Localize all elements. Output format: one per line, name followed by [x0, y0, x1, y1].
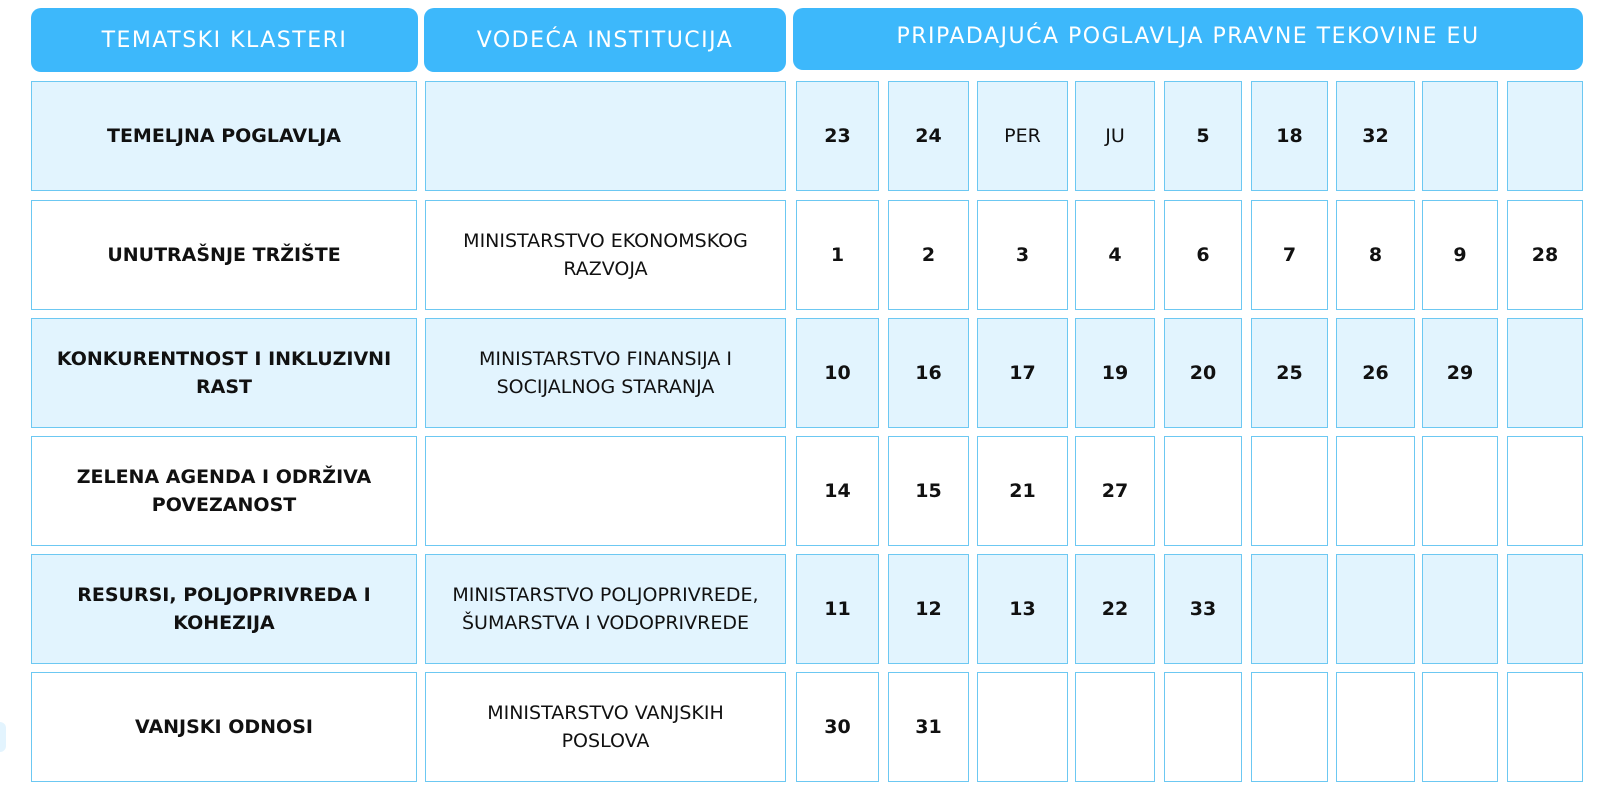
chapter-cell: 22: [1075, 554, 1155, 664]
chapter-cell: 31: [888, 672, 969, 782]
chapter-cell: 8: [1336, 200, 1415, 310]
chapter-cell: [1422, 81, 1498, 191]
chapter-cell: 10: [796, 318, 879, 428]
cluster-cell: TEMELJNA POGLAVLJA: [31, 81, 417, 191]
chapter-cell: [1251, 436, 1328, 546]
chapter-cell: [1336, 672, 1415, 782]
institution-cell: MINISTARSTVO POLJOPRIVREDE, ŠUMARSTVA I VODOPRIVREDE: [425, 554, 786, 664]
decorative-edge-shape: [0, 722, 6, 752]
chapter-cell: 33: [1164, 554, 1242, 664]
chapter-cell: 27: [1075, 436, 1155, 546]
institution-cell: [425, 81, 786, 191]
header-institution: VODEĆA INSTITUCIJA: [424, 8, 786, 72]
institution-cell: MINISTARSTVO VANJSKIH POSLOVA: [425, 672, 786, 782]
cluster-cell: UNUTRAŠNJE TRŽIŠTE: [31, 200, 417, 310]
chapter-cell: 28: [1507, 200, 1583, 310]
chapter-cell: 3: [977, 200, 1068, 310]
chapter-cell: 5: [1164, 81, 1242, 191]
chapter-cell: [1507, 81, 1583, 191]
chapter-cell: 7: [1251, 200, 1328, 310]
chapter-cell: 24: [888, 81, 969, 191]
chapter-cell: 25: [1251, 318, 1328, 428]
header-clusters: TEMATSKI KLASTERI: [31, 8, 418, 72]
chapter-cell: 23: [796, 81, 879, 191]
chapter-cell: [1422, 436, 1498, 546]
cluster-cell: VANJSKI ODNOSI: [31, 672, 417, 782]
chapter-cell: [1336, 554, 1415, 664]
chapter-cell: [1251, 554, 1328, 664]
cluster-cell: KONKURENTNOST I INKLUZIVNI RAST: [31, 318, 417, 428]
chapter-cell: [1507, 318, 1583, 428]
cluster-cell: RESURSI, POLJOPRIVREDA I KOHEZIJA: [31, 554, 417, 664]
chapter-cell: 30: [796, 672, 879, 782]
chapter-cell: 15: [888, 436, 969, 546]
chapter-cell: [1422, 554, 1498, 664]
chapter-cell: 6: [1164, 200, 1242, 310]
chapter-cell: PER: [977, 81, 1068, 191]
cluster-cell: ZELENA AGENDA I ODRŽIVA POVEZANOST: [31, 436, 417, 546]
chapter-cell: 11: [796, 554, 879, 664]
chapter-cell: [1251, 672, 1328, 782]
chapter-cell: JU: [1075, 81, 1155, 191]
chapter-cell: 9: [1422, 200, 1498, 310]
chapter-cell: 21: [977, 436, 1068, 546]
chapter-cell: 1: [796, 200, 879, 310]
chapter-cell: [1422, 672, 1498, 782]
chapter-cell: [1507, 554, 1583, 664]
chapter-cell: [1507, 672, 1583, 782]
chapter-cell: [1336, 436, 1415, 546]
chapter-cell: 26: [1336, 318, 1415, 428]
chapter-cell: 18: [1251, 81, 1328, 191]
chapter-cell: [1507, 436, 1583, 546]
chapter-cell: [1164, 672, 1242, 782]
chapter-cell: 14: [796, 436, 879, 546]
chapter-cell: 4: [1075, 200, 1155, 310]
chapter-cell: 32: [1336, 81, 1415, 191]
institution-cell: MINISTARSTVO EKONOMSKOG RAZVOJA: [425, 200, 786, 310]
chapter-cell: 2: [888, 200, 969, 310]
chapter-cell: 16: [888, 318, 969, 428]
chapter-cell: [977, 672, 1068, 782]
chapter-cell: 29: [1422, 318, 1498, 428]
chapter-cell: 20: [1164, 318, 1242, 428]
chapter-cell: 12: [888, 554, 969, 664]
institution-cell: [425, 436, 786, 546]
chapter-cell: [1164, 436, 1242, 546]
chapter-cell: [1075, 672, 1155, 782]
chapter-cell: 19: [1075, 318, 1155, 428]
institution-cell: MINISTARSTVO FINANSIJA I SOCIJALNOG STARANJA: [425, 318, 786, 428]
header-chapters: PRIPADAJUĆA POGLAVLJA PRAVNE TEKOVINE EU: [793, 8, 1583, 70]
chapter-cell: 13: [977, 554, 1068, 664]
chapter-cell: 17: [977, 318, 1068, 428]
